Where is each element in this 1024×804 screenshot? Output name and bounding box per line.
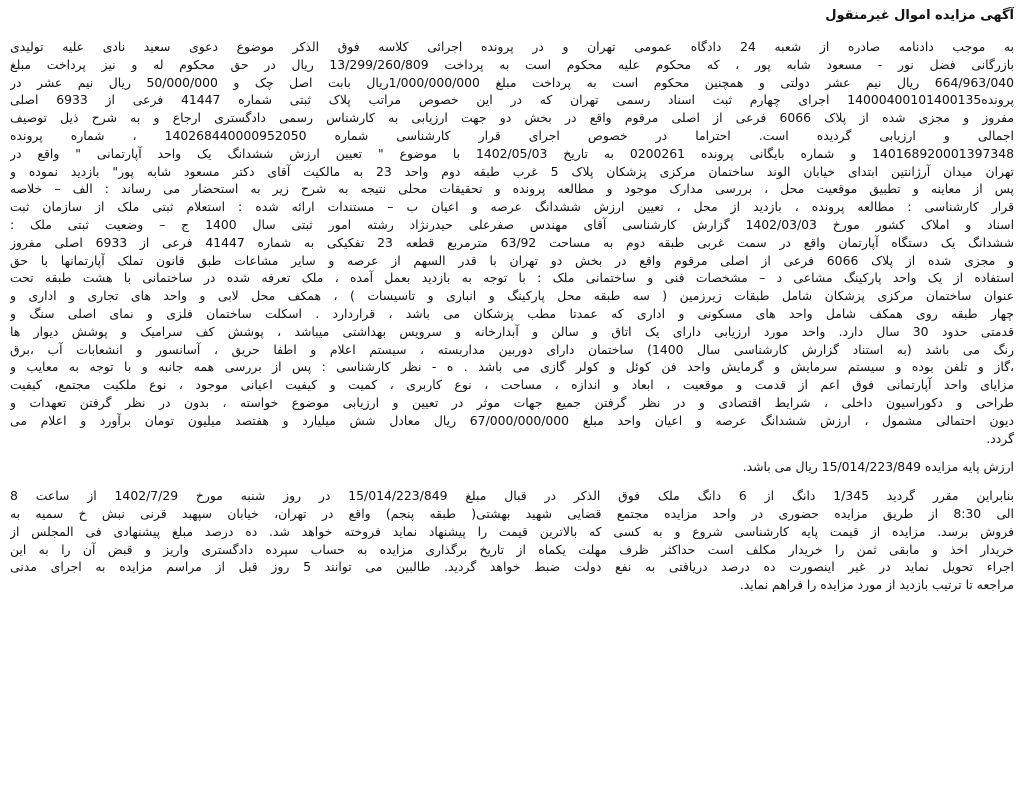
text-line: و مجزی شده از پلاک 6066 فرعی از اصلی مرقوم واقع در بخش دو تهران با قدر السهم از عرصه و سایر مشاعات طبق قانون تملک آپارتمانها با حق bbox=[10, 252, 1014, 268]
notice-body bbox=[10, 38, 1014, 594]
text-line: قرار کارشناسی : مطالعه پرونده ، بازدید از محل ، تعیین ارزش ششدانگ عرصه و اعیان ب – مستندات ارائه شده : استعلام ثبتی ملک از سازمان ثبت bbox=[10, 199, 1014, 215]
text-line: تهران میدان آرژانتین ابتدای خیابان الوند ساختمان مرکزی پزشکان پلاک 5 غرب طبقه دوم واحد 23 به مالکیت آقای دکتر مسعود شابه پور" بازدید نموده و bbox=[10, 163, 1014, 179]
text-line: اسناد و املاک کشور مورخ 1402/03/03 گزارش کارشناسی آقای مهندس صفرعلی حیدرنژاد رشته امور ثبتی سال 1400 ج – وضعیت ثبتی ملک : bbox=[10, 216, 1014, 232]
text-line: ششدانگ یک دستگاه آپارتمان واقع در سمت غربی طبقه دوم به مساحت 63/92 مترمربع قطعه 23 تفکیکی به شماره 41447 فرعی از 6933 اصلی مفروز bbox=[10, 234, 1014, 250]
text-line: قدمتی حدود 30 سال دارد. واحد مورد ارزیابی دارای یک اتاق و سالن و آبدارخانه و سرویس بهداشتی میباشد ، پوشش کف سرامیک و پوشش دیوار ها bbox=[10, 323, 1014, 339]
text-line: پرونده14000400101400135 اجرای چهارم ثبت اسناد رسمی تهران که در این خصوص مراتب پلاک ثبتی شماره 41447 فرعی از 6933 اصلی bbox=[10, 92, 1014, 108]
text-line: استفاده از یک واحد پارکینگ مشاعی د – مشخصات فنی و ساختمانی ملک : با توجه به بازدید بعمل آمده ، ملک تعرفه شده در ساختمانی با هشت طبقه تحت bbox=[10, 270, 1014, 286]
text-line: چهار طبقه روی همکف شامل واحد های مسکونی و اداری که عمدتا مطب پزشکان می باشد ، قراردارد . اسکلت ساختمان فلزی و نمای اصلی سنگ و bbox=[10, 305, 1014, 321]
notice-paragraph-1 bbox=[10, 38, 1014, 447]
text-line: الی 8:30 از طریق مزایده حضوری در واحد مزایده مجتمع قضایی شهید بهشتی( طبقه پنجم) واقع در تهران، خیابان سپهبد قرنی نبش خ سمیه به bbox=[10, 505, 1014, 521]
text-line: مراجعه تا ترتیب بازدید از مورد مزایده را فراهم نماید. bbox=[739, 577, 1014, 593]
text-line: فروش برسد. مزایده از قیمت پایه کارشناسی شروع و به کسی که بالاترین قیمت را پیشنهاد نماید فروخته خواهد شد. ده درصد مبلغ پیشنهادی فی المجلس از bbox=[10, 523, 1014, 539]
text-line: خریدار اخذ و مابقی ثمن را خریدار مکلف است حداکثر ظرف مهلت یکماه از تاریخ برگذاری مزایده به حساب سپرده دادگستری واریز و قبض آن را به این bbox=[10, 541, 1014, 557]
text-line: 664/963/040 ریال نیم عشر دولتی و همچنین محکوم است به پرداخت مبلغ 1/000/000/000ریال بابت اصل چک و 50/000/000 ریال نیم عشر در bbox=[10, 74, 1014, 90]
text-line: ،گاز و تلفن بوده و سیستم سرمایش و گرمایش واحد فن کوئل و کولر گازی می باشد . ه - نظر کارشناسی : پس از بررسی همه جانبه و با توجه به معایب و bbox=[10, 359, 1014, 375]
text-line: دیون احتمالی مشمول ، ارزش ششدانگ عرصه و اعیان واحد مبلغ 67/000/000/000 ریال معادل شش میلیارد و هفتصد میلیون تومان برآورد و اعلام می bbox=[10, 412, 1014, 428]
text-line: عنوان ساختمان مرکزی پزشکان شامل طبقات زیرزمین ( سه طبقه محل پارکینگ و انباری و تاسیسات ) ، همکف محل لابی و واحد های تجاری و اداری و bbox=[10, 288, 1014, 304]
text-line: ارزش پایه مزایده 15/014/223/849 ریال می باشد. bbox=[742, 459, 1014, 475]
notice-title: آگهی مزایده اموال غیرمنقول bbox=[825, 8, 1014, 23]
text-line: بازرگانی فضل نور - مسعود شابه پور ، که محکوم علیه محکوم است به پرداخت 13/299/260/809 ریال در حق محکوم له و نیز پرداخت مبلغ bbox=[10, 56, 1014, 72]
text-line: اجراء تحویل نماید در غیر اینصورت ده درصد دریافتی به نفع دولت ضبط خواهد گردید. طالبین می توانند 5 روز قبل از مراسم مزایده به اجرای مدنی bbox=[10, 559, 1014, 575]
text-line: به موجب دادنامه صادره از شعبه 24 دادگاه عمومی تهران و در پرونده اجرائی کلاسه فوق الذکر موضوع دعوی سعید نادی علیه تولیدی bbox=[10, 39, 1014, 54]
text-line: بنابراین مقرر گردید 1/345 دانگ از 6 دانگ ملک فوق الذکر در قبال مبلغ 15/014/223/849 در روز شنبه مورخ 1402/7/29 از ساعت 8 bbox=[10, 488, 1014, 504]
text-line: پس از معاینه و تطبیق موقعیت محل ، بررسی مدارک موجود و مطالعه پرونده و تحقیقات محلی نتیجه به شرح زیر به استحضار می رساند : الف – خلاصه bbox=[10, 181, 1014, 197]
notice-paragraph-3 bbox=[10, 487, 1014, 594]
text-line: مفروز و مجزی شده از پلاک 6066 فرعی از اصلی مرقوم واقع در بخش دو جهت ارزیابی به کارشناس رسمی دادگستری ارجاع و به شرح ذیل توصیف bbox=[10, 110, 1014, 126]
text-line: 140168920001397348 و شماره بایگانی پرونده 0200261 به تاریخ 1402/05/03 با موضوع " تعیین ارزش ششدانگ یک واحد آپارتمانی " واقع در bbox=[10, 145, 1014, 161]
text-line: گردد. bbox=[986, 430, 1014, 446]
notice-paragraph-2 bbox=[10, 458, 1014, 476]
text-line: اجمالی و ارزیابی گردیده است. احتراما در خصوص اجرای قرار کارشناسی شماره 140268440000952050 ، شماره پرونده bbox=[10, 127, 1014, 143]
text-line: مزایای واحد آپارتمانی فوق اعم از قدمت و موقعیت ، ابعاد و اندازه ، مساحت ، نوع کاربری ، کمیت و کیفیت اعیانی موجود ، نوع ملکیت مجتمع، کیفیت bbox=[10, 377, 1014, 393]
text-line: طراحی و دکوراسیون داخلی ، شرایط اقتصادی و در نظر گرفتن جمیع جهات موثر در تعیین و ارزیابی موضوع خواسته ، بدون در نظر گرفتن تعهدات و bbox=[10, 394, 1014, 410]
text-line: رنگ می باشد (به استناد گزارش کارشناسی سال 1400) ساختمان دارای دوربین مداربسته ، سیستم اعلام و اطفا حریق ، آسانسور و انشعابات آب ،برق bbox=[10, 341, 1014, 357]
